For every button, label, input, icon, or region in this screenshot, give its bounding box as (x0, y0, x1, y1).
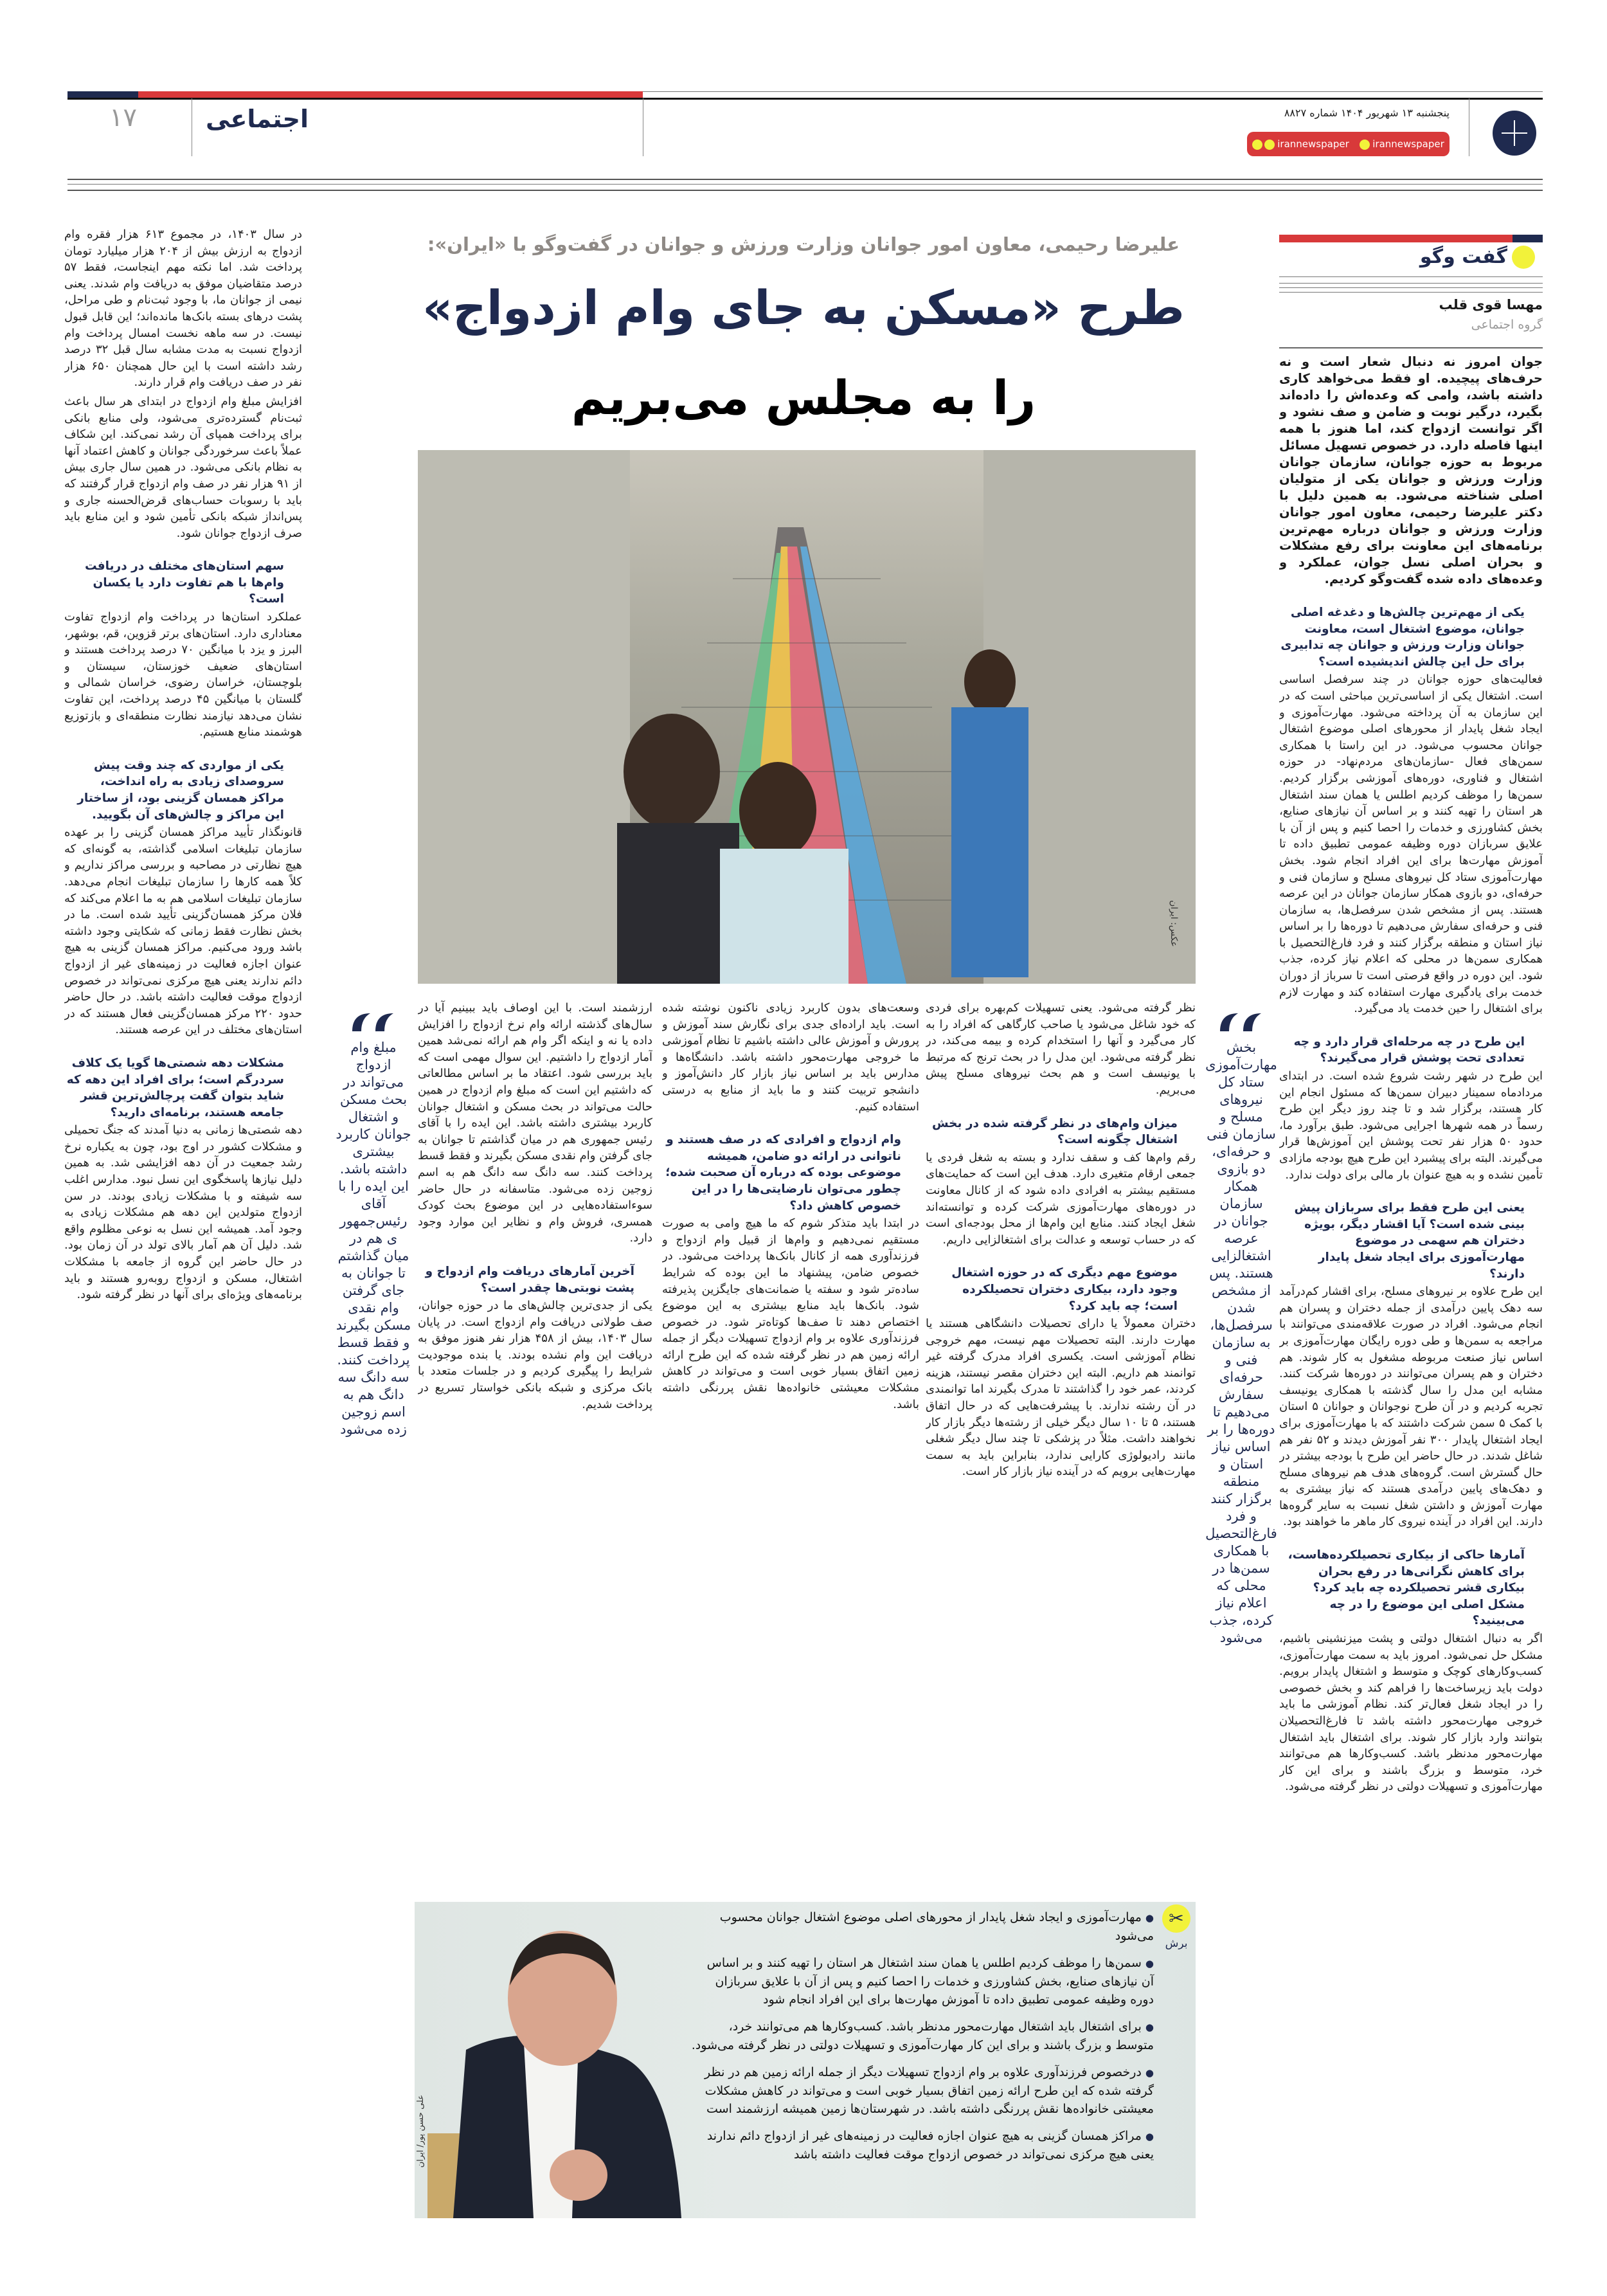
article-column-b (662, 1000, 919, 1897)
newspaper-logo (1493, 111, 1536, 156)
answer-paragraph: افزایش مبلغ وام ازدواج در ابتدای هر سال باعث ثبت‌نام گسترده‌تری می‌شود، ولی منابع بانکی برای پرداخت همپای آن رشد نمی‌کند. این شکاف عملاً باعث سرخوردگی جوانان و کاهش اعتماد آنها به نظام بانکی می‌شود. در همین سال جاری بیش از ۹۱ هزار نفر در صف وام ازدواج قرار گرفتند که باید با رسوبات حساب‌های قرض‌الحسنه جاری و پس‌انداز شبکه بانکی تأمین شود و این منابع باید صرف ازدواج جوانان شود. (64, 394, 302, 540)
article-kicker: علیرضا رحیمی، معاون امور جوانان وزارت ورزش و جوانان در گفت‌وگو با «ایران»: (427, 233, 1180, 255)
scissors-icon: ✂ (1162, 1904, 1190, 1933)
cut-box (415, 1902, 1196, 2218)
rule (67, 190, 1543, 191)
question-heading: آخرین آمارهای دریافت وام ازدواج و پشت نوبتی‌ها چقدر است؟ (425, 1264, 634, 1295)
cut-box-label: برش (1165, 1937, 1188, 1950)
date-line: پنجشنبه ۱۳ شهریور ۱۴۰۴ شماره ۸۸۲۷ (1284, 107, 1450, 119)
question-heading: میزان وام‌های در نظر گرفته شده در بخش اشتغال چگونه است؟ (931, 1116, 1178, 1147)
rule (1279, 347, 1543, 348)
portrait-photo (427, 1928, 697, 2218)
answer-paragraph: رقم وام‌ها کف و سقف ندارد و بسته به شغل فردی یا جمعی ارقام متغیری دارد. هدف این است که حمایت‌های مستقیم بیشتر به افرادی داده شود که از کانال معاونت در دوره‌های مهارت‌آموزی شرکت کرده و توانسته‌اند شغل ایجاد کنند. منابع این وام‌ها از محل بودجه‌ای است که در حساب توسعه و عدالت برای اشتغالزایی داریم. (926, 1150, 1196, 1247)
answer-paragraph: اگر به دنبال اشتغال دولتی و پشت میزنشینی باشیم، مشکل حل نمی‌شود. امروز باید به سمت مهارت‌آموزی، کسب‌وکارهای کوچک و متوسط و اشتغال پایدار برویم. دولت باید زیرساخت‌ها را فراهم کند و بخش خصوصی را در ایجاد شغل فعال‌تر کند. نظام آموزشی ما باید خروجی مهارت‌محور داشته باشد تا فارغ‌التحصیلان بتوانند وارد بازار کار شوند. برای اشتغال باید اشتغال مهارت‌محور مدنظر باشد. کسب‌وکارها هم می‌توانند خرد، متوسط و بزرگ باشند و برای این کار مهارت‌آموزی و تسهیلات دولتی در نظر گرفته می‌شود. (1279, 1632, 1543, 1794)
header-rule-top (643, 91, 1543, 92)
cut-bullet: ● سمن‌ها را موظف کردیم اطلس یا همان سند اشتغال هر استان را تهیه کنند و بر اساس آن نیازهای صنایع، بخش کشاورزی و خدمات را احصا کنیم و پس از آن با علایق سربازان دوره وظیفه عمومی تطبیق داده تا آموزش مهارت‌ها برای این افراد انجام شود (691, 1954, 1154, 2009)
answer-paragraph: در سال ۱۴۰۳، در مجموع ۶۱۳ هزار فقره وام ازدواج به ارزش بیش از ۲۰۴ هزار میلیارد تومان پرداخت شد. اما نکته مهم اینجاست، فقط ۵۷ درصد متقاضیان موفق به دریافت وام شدند. یعنی نیمی از جوانان ما، با وجود ثبت‌نام و طی مراحل، پشت درهای بسته بانک‌ها مانده‌اند؛ این قابل قبول نیست. در سه ماهه نخست امسال پرداخت وام ازدواج نسبت به مدت مشابه سال قبل ۳۲ درصد رشد داشته است با این حال همچنان ۶۵۰ هزار نفر در صف دریافت وام قرار دارند. (64, 228, 302, 390)
answer-paragraph: این طرح در شهر رشت شروع شده است. در ابتدای مردادماه سمینار دبیران سمن‌ها که مسئول انجام این کار هستند، برگزار شد و تا چند روز دیگر این طرح رسماً در همه شهرها اجرایی می‌شود. طبق برآورد ما، حدود ۵۰ هزار نفر تحت پوشش این آموزش‌ها قرار می‌گیرند. البته برای پیشبرد این طرح هیچ بودجه مازادی تأمین نشده و به هیچ عنوان بار مالی برای دولت ندارد. (1279, 1069, 1543, 1182)
sidebar-bar-navy (1513, 235, 1543, 242)
rule (67, 179, 1543, 180)
question-heading: یکی از مواردی که چند وقت پیش سروصدای زیادی به راه انداخت، مراکز همسان گزینی بود، از ساختار این مراکز و چالش‌های آن بگویید. (77, 758, 284, 822)
rule (67, 184, 1543, 185)
author-group: گروه اجتماعی (1471, 318, 1543, 332)
answer-paragraph: این طرح علاوه بر نیروهای مسلح، برای اقشار کم‌درآمد سه دهک پایین درآمدی از جمله دختران و پسران هم انجام می‌شود. افراد در صورت علاقه‌مندی می‌توانند با مراجعه به سمن‌ها و طی دوره رایگان مهارت‌آموزی بر اساس نیاز صنعت مربوطه مشغول به کار شوند. هم دختران و هم پسران می‌توانند در دوره‌ها شرکت کنند. مشابه این مدل را سال گذشته با همکاری یونیسف تجربه کردیم و در آن طرح نوجوانان و جوانان ۵ استان با کمک ۵ سمن شرکت داشتند که با مهارت‌آموزی برای ایجاد اشتغال پایدار ۳۰۰ نفر آموزش دیدند و ۵۲ نفر هم شاغل شدند. در حال حاضر این طرح با بودجه بیشتر در حال گسترش است. گروه‌های هدف هم نیروهای مسلح و دهک‌های پایین درآمدی هستند که نیاز بیشتری به مهارت آموزش و داشتن شغل نسبت به سایر گروه‌ها دارند. این افراد در آینده نیروی کار ماهر ما خواهند بود. (1279, 1285, 1543, 1529)
answer-paragraph: عملکرد استان‌ها در پرداخت وام ازدواج تفاوت معناداری دارد. استان‌های برتر قزوین، قم، بوشهر، البرز و یزد با میانگین ۷۰ درصد پرداخت هستند و استان‌های ضعیف خوزستان، سیستان و بلوچستان، خراسان رضوی، خراسان شمالی و گلستان با میانگین ۴۵ درصد پرداخت، این تفاوت نشان می‌دهد نیازمند نظارت منطقه‌ای و بازتوزیع هوشمند منابع هستیم. (64, 610, 302, 739)
article-title-line2: را به مجلس می‌بریم (571, 371, 1036, 426)
sidebar-label: گفت وگو (1419, 246, 1507, 268)
rule (1279, 276, 1543, 277)
page-number: ۱۷ (109, 103, 137, 132)
answer-paragraph: نظر گرفته می‌شود. یعنی تسهیلات کم‌بهره برای فردی که خود شاغل می‌شود یا صاحب کارگاهی که افراد را به کار می‌گیرد و آنها را استخدام کرده و بیمه می‌کند، در نظر گرفته می‌شود. این مدل را در بحث ترنج که مرتبط با یونیسف است و هم بحث نیروهای مسلح پیش می‌بریم. (926, 1001, 1196, 1097)
sidebar-column (1279, 354, 1543, 2218)
answer-paragraph: دختران معمولاً یا دارای تحصیلات دانشگاهی هستند یا مهارت دارند. البته تحصیلات مهم نیست، مهم خروجی نظام آموزشی است. یکسری افراد مدرک گرفته غیر توانمند هم داریم. البته این دختران مقصر نیستند، هزینه کردند، عمر خود را گذاشتند تا مدرک بگیرند اما توانمندی در آن رشته ندارند. با پیشرفت‌هایی که در حال اتفاق هستند، ۵ تا ۱۰ سال دیگر خیلی از رشته‌ها دیگر بازار کار نخواهند داشت. مثلاً در پزشکی تا چند سال دیگر شغلی مانند رادیولوژی کارایی ندارد، بنابراین باید به سمت مهارت‌هایی برویم که در آینده نیاز بازار کار است. (926, 1317, 1196, 1479)
telegram-icon (1252, 140, 1262, 150)
pull-quote-right (1205, 1011, 1277, 1647)
main-photo-stairs (418, 450, 1196, 984)
cut-bullet: ● مهارت‌آموزی و ایجاد شغل پایدار از محورهای اصلی موضوع اشتغال جوانان محسوب می‌شود (691, 1908, 1154, 1945)
question-heading: موضوع مهم دیگری که در حوزه اشتغال وجود دارد، بیکاری دختران تحصیلکرده است؛ چه باید کرد؟ (951, 1266, 1178, 1313)
instagram-icon (1360, 140, 1370, 150)
question-heading: سهم استان‌های مختلف در دریافت وام‌ها با هم تفاوت دارد یا یکسان است؟ (84, 559, 284, 606)
question-heading: یکی از مهم‌ترین چالش‌ها و دغدغه اصلی جوانان، موضوع اشتغال است، معاونت جوانان وزارت ورزش و جوانان چه تدابیری برای حل این چالش اندیشیده است؟ (1280, 606, 1525, 669)
question-heading: مشکلات دهه شصتی‌ها گویا یک کلاف سردرگم است؛ برای افراد این دهه که شاید بتوان گفت پرچالش‌ترین قشر جامعه هستند، برنامه‌ای دارید؟ (66, 1056, 284, 1119)
cut-bullet: ● درخصوص فرزندآوری علاوه بر وام ازدواج تسهیلات دیگر از جمله ارائه زمین هم در نظر گرفته شده که این طرح ارائه زمین اتفاق بسیار خوبی است و می‌تواند در کاهش مشکلات معیشتی خانواده‌ها نقش پررنگی داشته باشد. در شهرستان‌ها زمین همیشه ارزشمند است (691, 2063, 1154, 2118)
section-title: اجتماعی (206, 105, 309, 133)
pull-quote-text: مبلغ وام ازدواج می‌تواند در بحث مسکن و اشتغال جوانان کاربرد بیشتری داشته باشد. این ایده را با آقای رئیس‌جمهوری هم در میان گذاشتم تا جوانان به جای گرفتن وام نقدی مسکن بگیرند و فقط قسط پرداخت کنند. سه دانگ سه دانگ هم به اسم زوجین زده می‌شود (336, 1040, 411, 1437)
photo-credit: عکس: ایران (1169, 900, 1179, 947)
quote-icon (1219, 1011, 1264, 1033)
cut-bullet: ● برای اشتغال باید اشتغال مهارت‌محور مدنظر باشد. کسب‌وکارها هم می‌توانند خرد، متوسط و بزرگ باشند و برای این کار مهارت‌آموزی و تسهیلات دولتی در نظر گرفته می‌شود. (691, 2018, 1154, 2054)
answer-paragraph: قانونگذار تأیید مراکز همسان گزینی را بر عهده سازمان تبلیغات اسلامی گذاشته، به گونه‌ای که هیچ نظارتی در مصاحبه و بررسی مراکز نداریم و کلاً همه کارها را سازمان تبلیغات انجام می‌دهد. سازمان تبلیغات اسلامی هم به ما اعلام می‌کند که فلان مرکز همسان‌گزینی تأیید شده است. ما در بخش نظارت فقط زمانی که شکایتی وجود داشته باشد ورود می‌کنیم. مراکز همسان گزینی به هیچ عنوان اجازه فعالیت در زمینه‌های غیر از ازدواج دائم ندارند یعنی هیچ مرکزی نمی‌تواند در خصوص ازدواج موقت فعالیت داشته باشد. در حال حاضر حدود ۲۲۰ مرکز همسان‌گزینی فعال هستند که در استان‌های مختلف در این عرصه هستند. (64, 826, 302, 1037)
author-name: مهسا قوی قلب (1439, 297, 1543, 312)
article-title-line1: طرح «مسکن به جای وام ازدواج» (422, 281, 1185, 336)
article-column-c (418, 1000, 652, 1897)
portrait-credit: علی حسن پور/ ایران (416, 2095, 426, 2168)
rule (1279, 287, 1543, 288)
article-column-a (926, 1000, 1196, 1897)
answer-paragraph: وسعت‌های بدون کاربرد زیادی ناکنون نوشته شده است. باید اراده‌ای جدی برای نگارش سند آموزش و پرورش و آموزش عالی داشته باشیم تا نظام آموزشی ما خروجی مهارت‌محور داشته باشد. دانشگاه‌ها و مدارس باید بر اساس نیاز بازار کار دانش‌آموز و دانشجو تربیت کنند و ما باید از منابع به درستی استفاده کنیم. (662, 1001, 919, 1114)
twitter-icon (1264, 140, 1275, 150)
question-heading: این طرح در چه مرحله‌ای قرار دارد و چه تعدادی تحت پوشش قرار می‌گیرند؟ (1293, 1035, 1525, 1065)
social-badge (1247, 132, 1450, 156)
cut-box-bullets (691, 1908, 1154, 2173)
pull-quote-text: بخش مهارت‌آموزی ستاد کل نیروهای مسلح و سازمان فنی و حرفه‌ای، دو بازوی همکار سازمان جوانان در عرصه اشتغالزایی هستند. پس از مشخص شدن سرفصل‌ها، به سازمان فنی و حرفه‌ای سفارش می‌دهیم تا دوره‌ها را بر اساس نیاز استان و منطقه برگزار کنند و فرد فارغ‌التحصیل با همکاری سمن‌ها در محلی که اعلام نیاز کرده، جذب می‌شود (1205, 1040, 1277, 1645)
rule (1279, 292, 1543, 293)
pull-quote-left (336, 1011, 411, 1438)
answer-paragraph: دهه شصتی‌ها زمانی به دنیا آمدند که جنگ تحمیلی و مشکلات کشور در اوج بود، چون به یکباره نرخ رشد جمعیت در آن دهه افزایشی شد. به همین دلیل نیازها پاسخگوی این نسل نبود. مدارس اغلب سه شیفته و با مشکلات زیادی بودند. در سن ازدواج متولدین این دهه هم مشکلات زیادی به وجود آمد. همیشه این نسل به نوعی مظلوم واقع شد. دلیل آن هم آمار بالای تولد در آن زمان بود. در حال حاضر این گروه از جامعه با مشکلات اشتغال، مسکن و ازدواج روبه‌رو هستند و باید برنامه‌های ویژه‌ای برای آنها در نظر گرفته شود. (64, 1123, 302, 1302)
social-handle[interactable]: irannewspaper (1252, 138, 1349, 150)
yellow-dot-icon (1512, 246, 1535, 269)
article-lead: جوان امروز نه دنبال شعار است و نه حرف‌های پیچیده. او فقط می‌خواهد کاری داشته باشد، وامی که وعده‌اش را داده‌اند بگیرد، درگیر نوبت و ضامن و صف نشود و اگر توانست ازدواج کند، اما هنوز با همه اینها فاصله دارد. در خصوص تسهیل مسائل مربوط به حوزه جوانان، سازمان جوانان وزارت ورزش و جوانان یکی از متولیان اصلی شناخته می‌شود. به همین دلیل با دکتر علیرضا رحیمی، معاون امور جوانان وزارت ورزش و جوانان درباره مهم‌ترین برنامه‌های این معاونت برای رفع مشکلات و بحران اصلی نسل جوان، عملکرد و وعده‌های داده شده گفت‌وگو کردیم. (1279, 354, 1543, 586)
answer-paragraph: فعالیت‌های حوزه جوانان در چند سرفصل اساسی است. اشتغال یکی از اساسی‌ترین مباحثی است که در این سازمان به آن پرداخته می‌شود. مهارت‌آموزی و ایجاد شغل پایدار از محورهای اصلی موضوع اشتغال جوانان محسوب می‌شود. در این راستا با همکاری سمن‌های فعال -سازمان‌های مردم‌نهاد- در حوزه اشتغال و فناوری، دوره‌های آموزشی برگزار کردیم. سمن‌ها را موظف کردیم اطلس یا همان سند اشتغال هر استان را تهیه کنند و بر اساس آن نیازهای صنایع، بخش کشاورزی و خدمات را احصا کنیم و پس از آن با علایق سربازان دوره وظیفه عمومی تطبیق داده تا آموزش مهارت‌ها برای این افراد انجام شود. بخش مهارت‌آموزی ستاد کل نیروهای مسلح و سازمان فنی و حرفه‌ای، دو بازوی همکار سازمان جوانان در این عرصه هستند. پس از مشخص شدن سرفصل‌ها، به سازمان فنی و حرفه‌ای سفارش می‌دهیم تا دوره‌ها را بر اساس نیاز استان و منطقه برگزار کنند و فرد فارغ‌التحصیل با همکاری سمن‌ها در محلی که اعلام نیاز کرده، جذب شود. این دوره در واقع فرصتی است تا سرباز از دوران خدمت برای یادگیری مهارت استفاده کند و مهارت لازم برای اشتغال را حین خدمت یاد می‌گیرد. (1279, 673, 1543, 1016)
header-rule (67, 98, 1543, 100)
answer-paragraph: در ابتدا باید متذکر شوم که ما هیچ وامی به صورت مستقیم نمی‌دهیم و وام‌ها از قبیل وام ازدواج و فرزندآوری همه از کانال بانک‌ها پرداخت می‌شود. در خصوص ضامن، پیشنهاد ما این بوده که شرایط ساده‌تر شود و سفته یا ضمانت‌های جایگزین پذیرفته شود. بانک‌ها باید منابع بیشتری به این موضوع اختصاص دهند تا صف‌ها کوتاه‌تر شود. در خصوص فرزندآوری علاوه بر وام ازدواج تسهیلات دیگر از جمله ارائه زمین هم در نظر گرفته شده که این طرح ارائه زمین اتفاق بسیار خوبی است و می‌تواند در کاهش مشکلات معیشتی خانواده‌ها نقش پررنگی داشته باشد. (662, 1216, 919, 1411)
question-heading: وام ازدواج و افرادی که در صف هستند و ناتوانی در ارائه دو ضامن، همیشه موضوعی بوده که درباره آن صحبت شده؛ چطور می‌توان نارضایتی‌ها را در این خصوص کاهش داد؟ (665, 1133, 901, 1213)
quote-icon (351, 1011, 396, 1033)
article-column-left (64, 226, 302, 2219)
question-heading: آمارها حاکی از بیکاری تحصیلکرده‌هاست، برای کاهش نگرانی‌ها در رفع بحران بیکاری قشر تحصیلکرده چه باید کرد؟ مشکل اصلی این موضوع را در چه می‌بینید؟ (1288, 1548, 1525, 1628)
question-heading: یعنی این طرح فقط برای سربازان پیش بینی شده است؟ آیا اقشار دیگر، بویژه دختران هم سهمی در موضوع مهارت‌آموزی برای ایجاد شغل پایدار دارند؟ (1294, 1201, 1525, 1281)
answer-paragraph: ارزشمند است. با این اوصاف باید ببینیم آیا در سال‌های گذشته ارائه وام نرخ ازدواج را افزایش داده یا نه و اینکه اگر وام هم ارائه نمی‌شد همین آمار ازدواج را داشتیم. این سوال مهمی است که باید بررسی شود. اعتقاد ما بر اساس مطالعاتی که داشتیم این است که مبلغ وام ازدواج در همین حالت می‌تواند در بحث مسکن و اشتغال جوانان کاربرد بیشتری داشته باشد. این ایده را با آقای رئیس جمهوری هم در میان گذاشتم تا جوانان به جای گرفتن وام نقدی مسکن بگیرند و فقط قسط پرداخت کنند. سه دانگ سه دانگ هم به اسم زوجین زده می‌شود. متاسفانه در حال حاضر سوءاستفاده‌هایی در این موضوع بحث کودک همسری، فروش وام و نظایر این موارد وجود دارد. (418, 1001, 652, 1245)
rule (1279, 283, 1543, 284)
sidebar-bar-red (1279, 235, 1513, 242)
social-handle[interactable]: irannewspaper (1360, 138, 1444, 150)
cut-bullet: ● مراکز همسان گزینی به هیچ عنوان اجازه فعالیت در زمینه‌های غیر از ازدواج دائم ندارند یعنی هیچ مرکزی نمی‌تواند در خصوص ازدواج موقت فعالیت داشته باشد (691, 2127, 1154, 2164)
answer-paragraph: یکی از جدی‌ترین چالش‌های ما در حوزه جوانان، صف طولانی دریافت وام ازدواج است. در پایان سال ۱۴۰۳، بیش از ۴۵۸ هزار نفر هنوز موفق به دریافت این وام نشده بودند. یا بنده موجودیت شرایط را پیگیری کردیم و در جلسات متعدد با بانک مرکزی و شبکه بانکی خواستار تسریع در پرداخت شدیم. (418, 1299, 652, 1411)
stairs-illustration (418, 450, 1196, 984)
